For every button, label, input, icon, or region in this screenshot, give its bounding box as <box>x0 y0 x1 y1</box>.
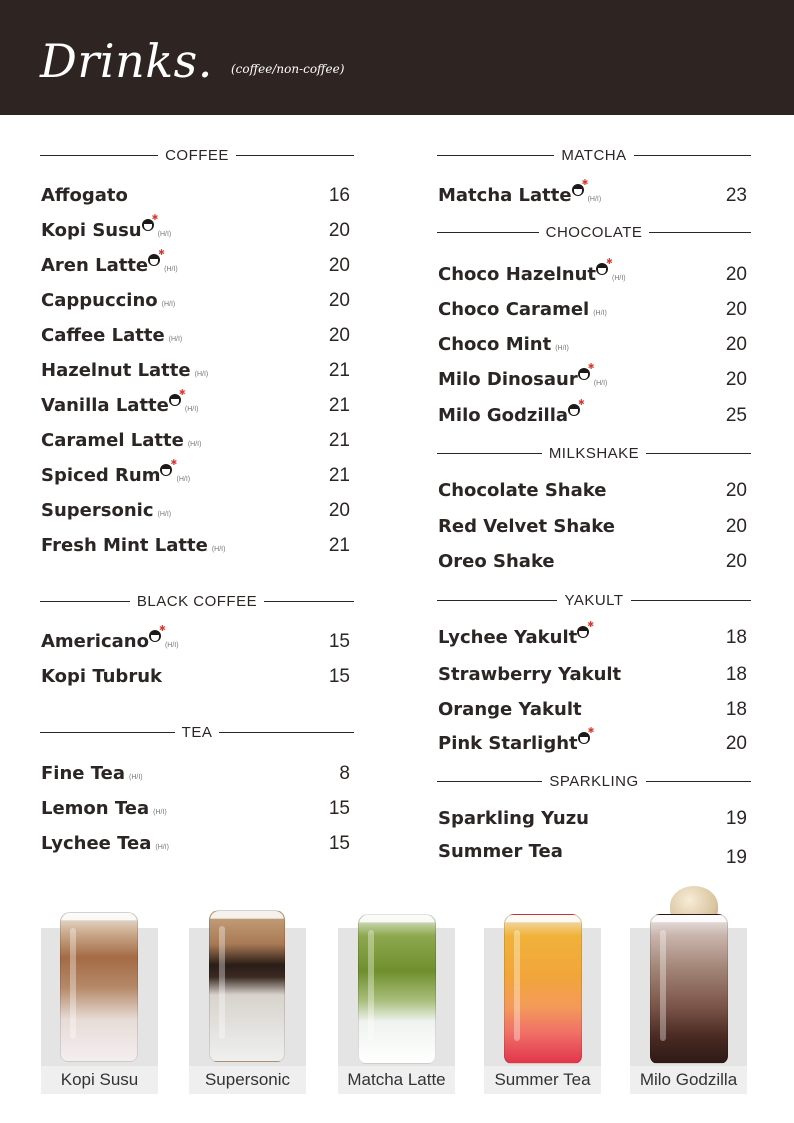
section-title: MATCHA <box>561 146 627 164</box>
menu-item-name: Lemon Tea (H/I) <box>41 798 167 819</box>
menu-item-name: Orange Yakult <box>438 699 582 720</box>
recommended-face-icon: ✱ <box>568 399 582 417</box>
menu-item-name: Lychee Yakult ✱ <box>438 620 594 648</box>
menu-item-price: 20 <box>725 480 747 501</box>
menu-item-name: Milo Dinosaur ✱ (H/I) <box>438 362 608 390</box>
drink-photo-strip <box>0 880 794 1110</box>
menu-item-name: Choco Hazelnut ✱ (H/I) <box>438 257 626 285</box>
menu-item-price: 8 <box>339 763 350 784</box>
hot-ice-label: (H/I) <box>211 546 226 553</box>
menu-item-name: Americano ✱ (H/I) <box>41 624 179 652</box>
divider <box>646 453 751 454</box>
menu-item-lychee-yakult <box>437 620 751 650</box>
menu-item-price: 21 <box>328 535 350 556</box>
menu-item-name: Aren Latte ✱ (H/I) <box>41 248 178 276</box>
recommended-face-icon: ✱ <box>169 389 183 407</box>
section-heading-tea <box>40 723 354 741</box>
section-title: MILKSHAKE <box>548 444 640 462</box>
hot-ice-label: (H/I) <box>157 231 172 238</box>
hot-ice-label: (H/I) <box>555 345 569 352</box>
section-heading-chocolate <box>437 223 751 241</box>
menu-item-name: Summer Tea <box>438 841 563 862</box>
menu-item-caffee-latte <box>40 322 354 348</box>
menu-item-name: Caramel Latte (H/I) <box>41 430 202 451</box>
drink-glass-image <box>504 914 582 1064</box>
menu-item-name: Pink Starlight ✱ <box>438 726 595 754</box>
menu-item-name: Strawberry Yakult <box>438 664 622 685</box>
menu-item-price: 21 <box>328 430 350 451</box>
divider <box>437 453 542 454</box>
menu-item-price: 20 <box>328 500 350 521</box>
section-title: COFFEE <box>165 146 229 164</box>
menu-item-price: 21 <box>328 465 350 486</box>
menu-item-summer-tea <box>437 838 751 868</box>
menu-item-price: 20 <box>328 220 350 241</box>
menu-item-price: 20 <box>328 325 350 346</box>
menu-item-americano <box>40 624 354 654</box>
menu-item-name: Caffee Latte (H/I) <box>41 325 183 346</box>
menu-item-price: 15 <box>328 666 350 687</box>
photo-caption: Summer Tea <box>484 1066 601 1094</box>
recommended-face-icon: ✱ <box>142 214 156 232</box>
divider <box>40 732 175 733</box>
menu-item-price: 16 <box>328 185 350 206</box>
menu-item-name: Lychee Tea (H/I) <box>41 833 169 854</box>
menu-item-name: Red Velvet Shake <box>438 516 615 537</box>
hot-ice-label: (H/I) <box>129 774 143 781</box>
section-heading-black-coffee <box>40 592 354 610</box>
menu-item-lychee-tea <box>40 830 354 856</box>
divider <box>219 732 354 733</box>
divider <box>40 155 158 156</box>
menu-item-price: 15 <box>328 798 350 819</box>
menu-item-matcha-latte <box>437 178 751 208</box>
section-heading-sparkling <box>437 772 751 790</box>
menu-item-milo-dinosaur <box>437 362 751 392</box>
divider <box>437 781 542 782</box>
photo-card-milo-godzilla <box>630 928 747 1094</box>
menu-item-fresh-mint-latte <box>40 532 354 558</box>
menu-item-name: Fresh Mint Latte (H/I) <box>41 535 226 556</box>
menu-item-price: 18 <box>725 699 747 720</box>
menu-item-name: Fine Tea (H/I) <box>41 763 143 784</box>
drink-glass-image <box>650 914 728 1064</box>
menu-item-name: Supersonic (H/I) <box>41 500 172 521</box>
section-heading-matcha <box>437 146 751 164</box>
photo-caption: Kopi Susu <box>41 1066 158 1094</box>
menu-item-price: 20 <box>725 264 747 285</box>
section-title: YAKULT <box>564 591 624 609</box>
drink-glass-image <box>209 910 285 1062</box>
menu-item-price: 20 <box>725 369 747 390</box>
divider <box>40 601 130 602</box>
menu-item-lemon-tea <box>40 795 354 821</box>
hot-ice-label: (H/I) <box>587 196 602 203</box>
menu-item-price: 20 <box>725 334 747 355</box>
menu-item-vanilla-latte <box>40 388 354 418</box>
section-heading-milkshake <box>437 444 751 462</box>
section-title: BLACK COFFEE <box>136 592 258 610</box>
divider <box>437 600 557 601</box>
menu-item-price: 18 <box>725 664 747 685</box>
section-heading-coffee <box>40 146 354 164</box>
hot-ice-label: (H/I) <box>168 336 183 343</box>
menu-item-orange-yakult <box>437 696 751 722</box>
menu-item-price: 20 <box>328 290 350 311</box>
photo-card-kopi-susu <box>41 928 158 1094</box>
hot-ice-label: (H/I) <box>153 809 167 816</box>
menu-item-price: 20 <box>328 255 350 276</box>
menu-item-price: 21 <box>328 395 350 416</box>
hot-ice-label: (H/I) <box>187 441 202 448</box>
drink-glass-image <box>358 914 436 1064</box>
menu-item-name: Sparkling Yuzu <box>438 808 589 829</box>
recommended-face-icon: ✱ <box>160 459 174 477</box>
menu-item-kopi-susu <box>40 213 354 243</box>
divider <box>437 232 539 233</box>
hot-ice-label: (H/I) <box>593 380 608 387</box>
divider <box>264 601 354 602</box>
menu-item-red-velvet-shake <box>437 513 751 539</box>
hot-ice-label: (H/I) <box>194 371 209 378</box>
menu-item-kopi-tubruk <box>40 663 354 689</box>
menu-header <box>0 0 794 115</box>
menu-item-pink-starlight <box>437 726 751 756</box>
divider <box>236 155 354 156</box>
menu-item-sparkling-yuzu <box>437 805 751 831</box>
menu-item-name: Kopi Tubruk <box>41 666 162 687</box>
photo-card-matcha-latte <box>338 928 455 1094</box>
menu-item-name: Affogato <box>41 185 128 206</box>
menu-item-name: Matcha Latte ✱ (H/I) <box>438 178 602 206</box>
hot-ice-label: (H/I) <box>164 642 179 649</box>
menu-item-price: 19 <box>725 847 747 868</box>
menu-item-name: Hazelnut Latte (H/I) <box>41 360 209 381</box>
divider <box>631 600 751 601</box>
divider <box>437 155 554 156</box>
menu-item-caramel-latte <box>40 427 354 453</box>
menu-item-price: 20 <box>725 733 747 754</box>
menu-item-oreo-shake <box>437 548 751 574</box>
menu-item-supersonic <box>40 497 354 523</box>
menu-item-name: Choco Caramel (H/I) <box>438 299 607 320</box>
hot-ice-label: (H/I) <box>184 406 199 413</box>
menu-item-price: 20 <box>725 516 747 537</box>
hot-ice-label: (H/I) <box>176 476 191 483</box>
hot-ice-label: (H/I) <box>593 310 607 317</box>
divider <box>634 155 751 156</box>
menu-item-milo-godzilla <box>437 398 751 428</box>
photo-caption: Matcha Latte <box>338 1066 455 1094</box>
menu-item-name: Vanilla Latte ✱ (H/I) <box>41 388 199 416</box>
photo-card-summer-tea <box>484 928 601 1094</box>
menu-item-name: Milo Godzilla ✱ <box>438 398 585 426</box>
recommended-face-icon: ✱ <box>148 249 162 267</box>
menu-item-name: Kopi Susu ✱ (H/I) <box>41 213 172 241</box>
menu-item-price: 20 <box>725 551 747 572</box>
recommended-face-icon: ✱ <box>149 625 163 643</box>
menu-item-choco-mint <box>437 331 751 357</box>
menu-item-name: Spiced Rum ✱ (H/I) <box>41 458 191 486</box>
menu-item-price: 20 <box>725 299 747 320</box>
section-heading-yakult <box>437 591 751 609</box>
hot-ice-label: (H/I) <box>612 275 626 282</box>
menu-item-cappuccino <box>40 287 354 313</box>
menu-item-name: Choco Mint (H/I) <box>438 334 569 355</box>
menu-item-fine-tea <box>40 760 354 786</box>
section-title: TEA <box>181 723 213 741</box>
hot-ice-label: (H/I) <box>155 844 169 851</box>
divider <box>646 781 751 782</box>
menu-item-name: Oreo Shake <box>438 551 555 572</box>
menu-item-price: 15 <box>328 833 350 854</box>
recommended-face-icon: ✱ <box>578 727 592 745</box>
hot-ice-label: (H/I) <box>164 266 178 273</box>
photo-card-supersonic <box>189 928 306 1094</box>
menu-item-chocolate-shake <box>437 477 751 503</box>
page-subtitle: (coffee/non-coffee) <box>231 62 345 76</box>
menu-item-affogato <box>40 182 354 208</box>
menu-item-price: 21 <box>328 360 350 381</box>
menu-item-choco-caramel <box>437 296 751 322</box>
photo-caption: Milo Godzilla <box>630 1066 747 1094</box>
menu-item-price: 19 <box>725 808 747 829</box>
menu-item-strawberry-yakult <box>437 661 751 687</box>
menu-item-hazelnut-latte <box>40 357 354 383</box>
recommended-face-icon: ✱ <box>578 363 592 381</box>
photo-caption: Supersonic <box>189 1066 306 1094</box>
section-title: CHOCOLATE <box>545 223 643 241</box>
hot-ice-label: (H/I) <box>157 511 172 518</box>
section-title: SPARKLING <box>549 772 639 790</box>
recommended-face-icon: ✱ <box>577 621 591 639</box>
menu-item-name: Cappuccino (H/I) <box>41 290 176 311</box>
menu-item-name: Chocolate Shake <box>438 480 607 501</box>
menu-item-aren-latte <box>40 248 354 278</box>
menu-item-price: 18 <box>725 627 747 648</box>
recommended-face-icon: ✱ <box>572 179 586 197</box>
menu-item-choco-hazelnut <box>437 257 751 287</box>
recommended-face-icon: ✱ <box>596 258 610 276</box>
menu-item-price: 23 <box>725 185 747 206</box>
drink-glass-image <box>60 912 138 1062</box>
hot-ice-label: (H/I) <box>161 301 176 308</box>
menu-item-price: 15 <box>328 631 350 652</box>
page-title: Drinks. <box>40 34 213 88</box>
menu-item-price: 25 <box>725 405 747 426</box>
divider <box>649 232 751 233</box>
menu-item-spiced-rum <box>40 458 354 488</box>
